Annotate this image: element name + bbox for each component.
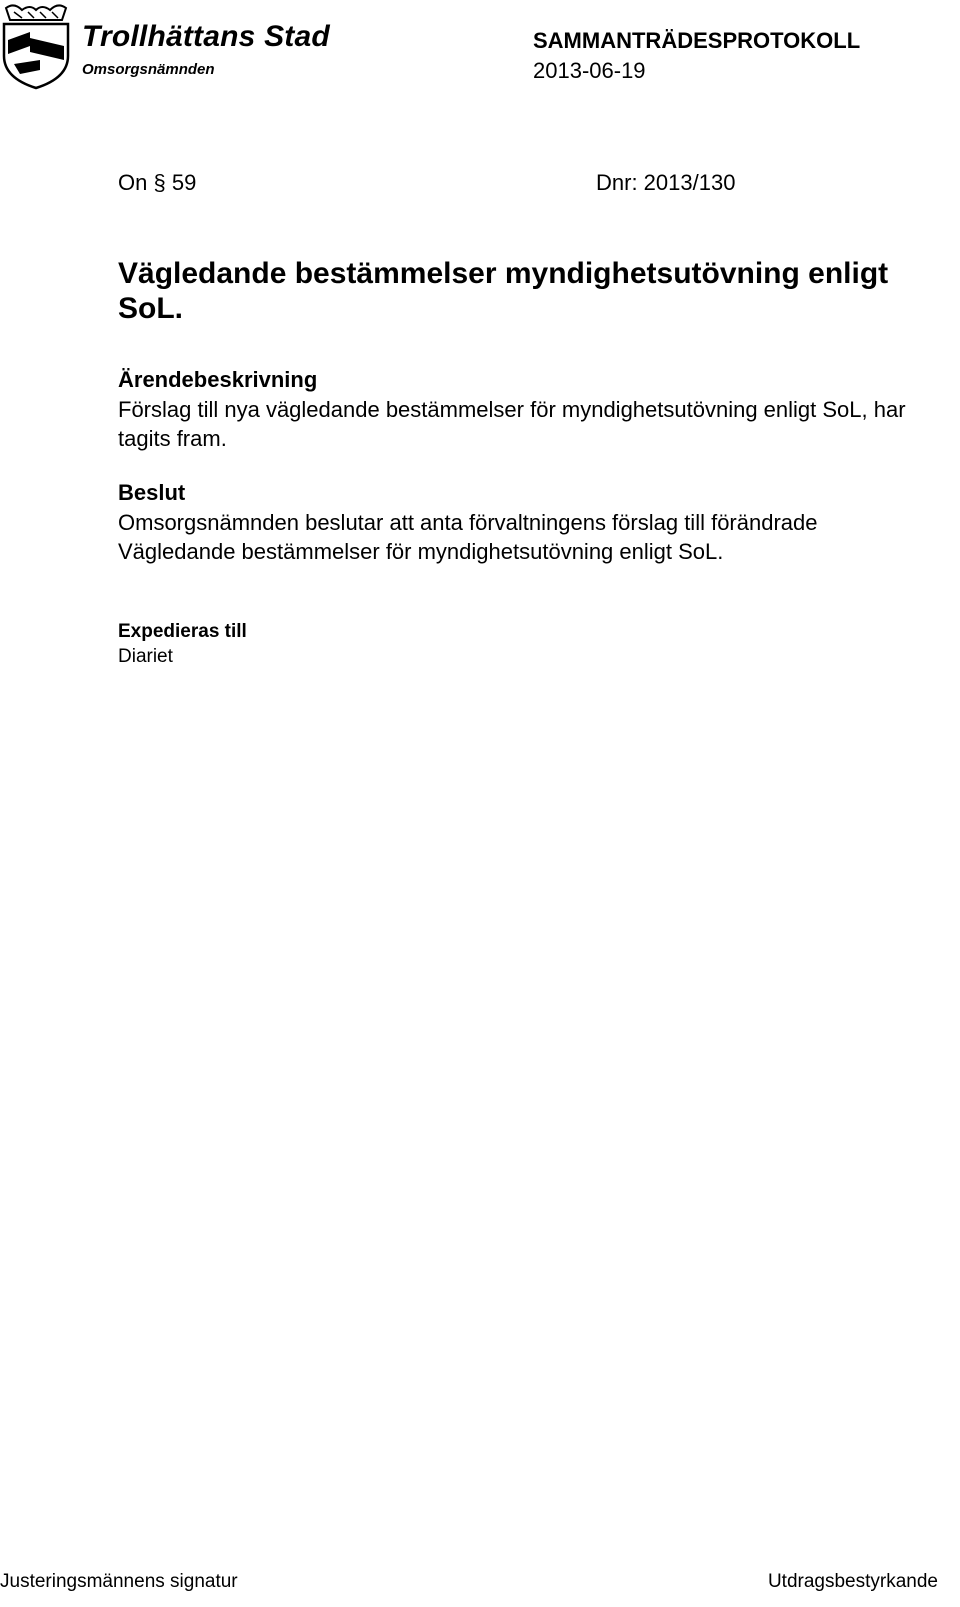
document-type: SAMMANTRÄDESPROTOKOLL [533,28,861,53]
recipient: Diariet [118,646,173,667]
section-heading-expedieras: Expedieras till [118,621,247,642]
page-title: Vägledande bestämmelser myndighetsutövning enligt SoL. [118,257,889,325]
paragraph-prefix: On [118,170,148,195]
section-text-arendebeskrivning: Förslag till nya vägledande bestämmelser för myndighetsutövning enligt SoL, har tagits fram. [118,397,906,451]
paragraph-number [118,172,196,194]
diary-number: Dnr: 2013/130 [596,170,736,195]
footer-certification-label: Utdragsbestyrkande [767,1571,938,1592]
section-heading-beslut: Beslut [118,480,186,505]
meeting-date: 2013-06-19 [533,58,646,83]
department-name: Omsorgsnämnden [82,61,215,78]
section-text-beslut: Omsorgsnämnden beslutar att anta förvaltningens förslag till förändrade Vägledande bestämmelser för myndighetsutövning enligt SoL. [118,510,818,564]
paragraph-symbol: § [153,170,166,195]
section-heading-arendebeskrivning: Ärendebeskrivning [118,367,318,392]
organization-name: Trollhättans Stad [82,20,330,53]
paragraph-number-value: 59 [171,170,197,195]
coat-of-arms-icon [0,2,72,90]
footer-signature-label: Justeringsmännens signatur [0,1571,238,1592]
